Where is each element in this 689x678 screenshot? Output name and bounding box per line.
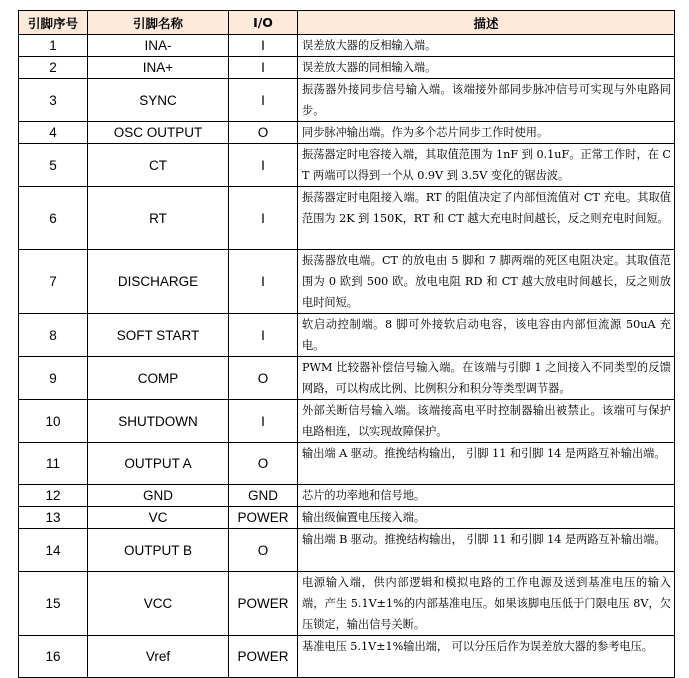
header-row bbox=[19, 11, 675, 35]
pin-description: 振荡器定时电阻接入端。RT 的阻值决定了内部恒流值对 CT 充电。其取值范围为 2K 到 150K，RT 和 CT 越大充电时间越长，反之则充电时间短。 bbox=[298, 187, 675, 250]
pin-io: I bbox=[229, 144, 298, 187]
pin-name: INA+ bbox=[88, 57, 229, 79]
table-row bbox=[19, 79, 675, 122]
table-row bbox=[19, 35, 675, 57]
table-row bbox=[19, 57, 675, 79]
pin-name: VCC bbox=[88, 572, 229, 636]
pin-io: I bbox=[229, 250, 298, 314]
pin-number: 5 bbox=[19, 144, 88, 187]
pin-number: 1 bbox=[19, 35, 88, 57]
pin-name: CT bbox=[88, 144, 229, 187]
pin-description: 振荡器放电端。CT 的放电由 5 脚和 7 脚两端的死区电阻决定。其取值范围为 0 欧到 500 欧。放电电阻 RD 和 CT 越大放电时间越长，反之则放电时间短。 bbox=[298, 250, 675, 314]
pin-name: OUTPUT B bbox=[88, 529, 229, 572]
pin-io: O bbox=[229, 529, 298, 572]
pin-description: PWM 比较器补偿信号输入端。在该端与引脚 1 之间接入不同类型的反馈网路，可以构成比例、比例积分和积分等类型调节器。 bbox=[298, 357, 675, 400]
pin-number: 12 bbox=[19, 485, 88, 507]
pin-number: 3 bbox=[19, 79, 88, 122]
pin-io: POWER bbox=[229, 572, 298, 636]
table-row bbox=[19, 572, 675, 636]
pin-io: O bbox=[229, 443, 298, 485]
table-row bbox=[19, 485, 675, 507]
pin-io: O bbox=[229, 122, 298, 144]
table-row bbox=[19, 400, 675, 443]
pin-number: 2 bbox=[19, 57, 88, 79]
pin-description: 基准电压 5.1V±1%输出端， 可以分压后作为误差放大器的参考电压。 bbox=[298, 636, 675, 678]
pin-name: COMP bbox=[88, 357, 229, 400]
header-description: 描述 bbox=[298, 11, 675, 35]
pin-name: SHUTDOWN bbox=[88, 400, 229, 443]
table-row bbox=[19, 122, 675, 144]
pin-description: 输出级偏置电压接入端。 bbox=[298, 507, 675, 529]
pin-io: I bbox=[229, 35, 298, 57]
pin-description: 振荡器外接同步信号输入端。该端接外部同步脉冲信号可实现与外电路同步。 bbox=[298, 79, 675, 122]
pin-description: 输出端 B 驱动。推挽结构输出， 引脚 11 和引脚 14 是两路互补输出端。 bbox=[298, 529, 675, 572]
pin-description: 误差放大器的同相输入端。 bbox=[298, 57, 675, 79]
pin-description: 同步脉冲输出端。作为多个芯片同步工作时使用。 bbox=[298, 122, 675, 144]
pin-name: RT bbox=[88, 187, 229, 250]
pin-name: DISCHARGE bbox=[88, 250, 229, 314]
table-row bbox=[19, 529, 675, 572]
pin-number: 16 bbox=[19, 636, 88, 678]
pin-number: 7 bbox=[19, 250, 88, 314]
table-row bbox=[19, 250, 675, 314]
pin-description: 误差放大器的反相输入端。 bbox=[298, 35, 675, 57]
pin-io: I bbox=[229, 79, 298, 122]
pin-description: 输出端 A 驱动。推挽结构输出， 引脚 11 和引脚 14 是两路互补输出端。 bbox=[298, 443, 675, 485]
pin-description: 软启动控制端。8 脚可外接软启动电容，该电容由内部恒流源 50uA 充电。 bbox=[298, 314, 675, 357]
pin-io: I bbox=[229, 314, 298, 357]
pin-number: 14 bbox=[19, 529, 88, 572]
pin-name: OSC OUTPUT bbox=[88, 122, 229, 144]
pin-io: POWER bbox=[229, 636, 298, 678]
pin-number: 6 bbox=[19, 187, 88, 250]
table-row bbox=[19, 187, 675, 250]
pin-description: 芯片的功率地和信号地。 bbox=[298, 485, 675, 507]
table-row bbox=[19, 636, 675, 678]
pin-number: 8 bbox=[19, 314, 88, 357]
pin-description: 振荡器定时电容接入端，其取值范围为 1nF 到 0.1uF。正常工作时，在 CT 两端可以得到一个从 0.9V 到 3.5V 变化的锯齿波。 bbox=[298, 144, 675, 187]
header-pin-number: 引脚序号 bbox=[19, 11, 88, 35]
header-pin-name: 引脚名称 bbox=[88, 11, 229, 35]
pin-number: 4 bbox=[19, 122, 88, 144]
pin-description: 电源输入端，供内部逻辑和模拟电路的工作电源及送到基准电压的输入端，产生 5.1V±1%的内部基准电压。如果该脚电压低于门限电压 8V，欠压锁定，输出信号关断。 bbox=[298, 572, 675, 636]
pin-number: 9 bbox=[19, 357, 88, 400]
pin-number: 10 bbox=[19, 400, 88, 443]
pin-name: Vref bbox=[88, 636, 229, 678]
pin-description: 外部关断信号输入端。该端接高电平时控制器输出被禁止。该端可与保护电路相连，以实现故障保护。 bbox=[298, 400, 675, 443]
pin-name: OUTPUT A bbox=[88, 443, 229, 485]
pin-number: 15 bbox=[19, 572, 88, 636]
pin-io: I bbox=[229, 57, 298, 79]
table-row bbox=[19, 357, 675, 400]
pin-io: I bbox=[229, 187, 298, 250]
table-row bbox=[19, 314, 675, 357]
pin-table bbox=[18, 10, 675, 678]
pin-name: SYNC bbox=[88, 79, 229, 122]
pin-io: GND bbox=[229, 485, 298, 507]
pin-name: INA- bbox=[88, 35, 229, 57]
table-row bbox=[19, 144, 675, 187]
table-row bbox=[19, 443, 675, 485]
pin-name: SOFT START bbox=[88, 314, 229, 357]
pin-io: I bbox=[229, 400, 298, 443]
pin-io: O bbox=[229, 357, 298, 400]
table-row bbox=[19, 507, 675, 529]
pin-io: POWER bbox=[229, 507, 298, 529]
pin-number: 11 bbox=[19, 443, 88, 485]
pin-name: VC bbox=[88, 507, 229, 529]
pin-number: 13 bbox=[19, 507, 88, 529]
pin-name: GND bbox=[88, 485, 229, 507]
header-io: I/O bbox=[229, 11, 298, 35]
